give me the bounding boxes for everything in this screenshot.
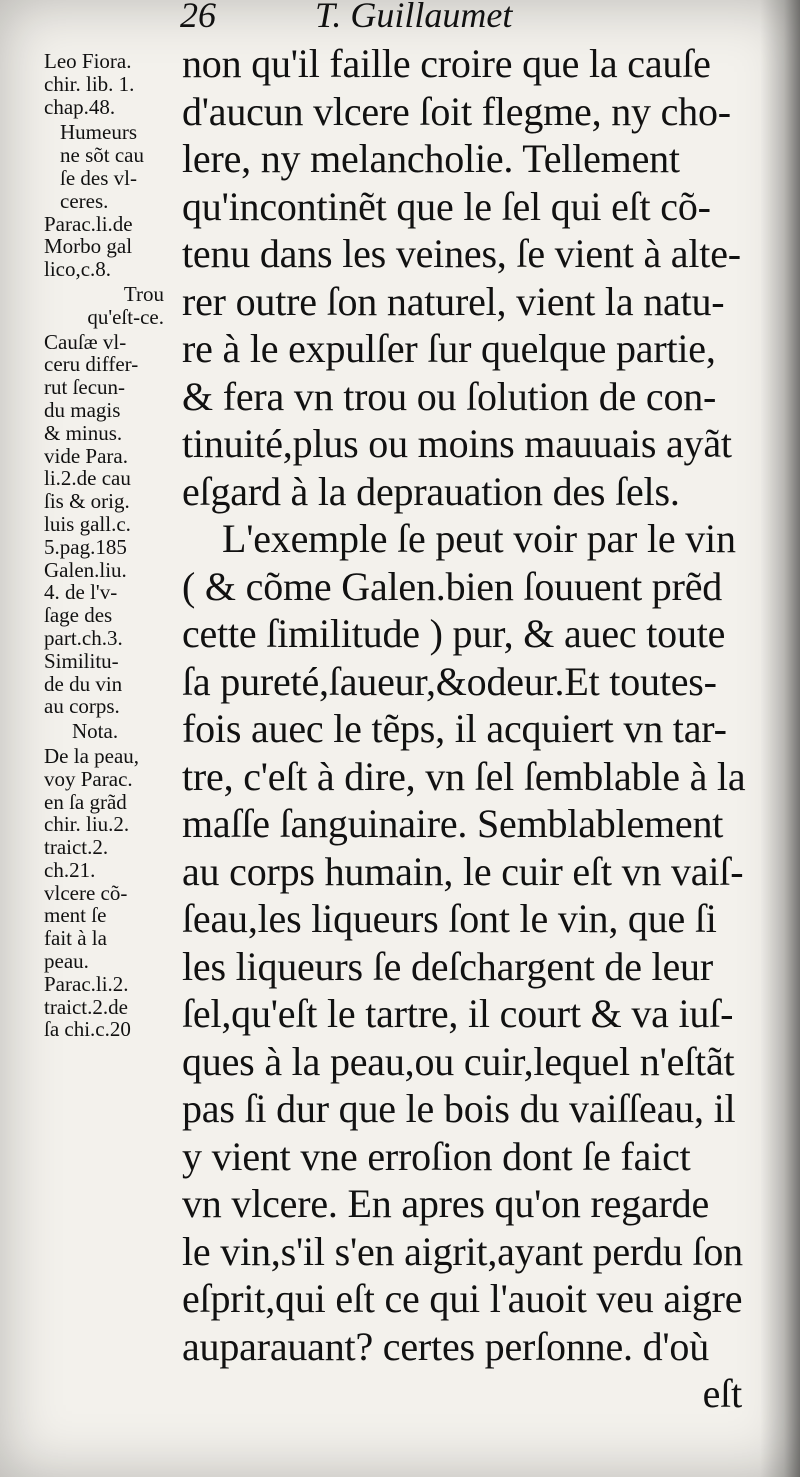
margin-note: Parac.li.de Morbo gal lico,c.8. bbox=[44, 211, 133, 282]
running-header bbox=[180, 0, 780, 34]
text-line: rer outre ſon naturel, vient la natu- bbox=[182, 278, 725, 324]
margin-note: Humeurs ne sõt cau ſe des vl- ceres. bbox=[60, 120, 144, 213]
margin-note: vide Para. li.2.de cau ſis & orig. luis gall.c. 5.pag.185 bbox=[44, 443, 131, 559]
text-line: fois auec le tẽps, il acquiert vn tar- bbox=[182, 706, 727, 751]
margin-note: Cauſæ vl- ceru differ- rut ſecun- du magis & minus. bbox=[44, 329, 139, 445]
margin-note: Leo Fiora. chir. lib. 1. chap.48. bbox=[44, 49, 135, 119]
text-line: d'aucun vlcere ſoit flegme, ny cho- bbox=[182, 88, 731, 134]
text-line: cette ſimilitude ) pur, & auec toute bbox=[182, 611, 726, 656]
margin-note: Parac.li.2. traict.2.de ſa chi.c.20 bbox=[44, 971, 131, 1042]
text-line: au corps humain, le cuir eſt vn vaiſ- bbox=[182, 848, 744, 894]
text-line: ſa pureté,ſaueur,&odeur.Et toutes- bbox=[182, 658, 717, 704]
running-title: T. Guillaumet bbox=[315, 0, 513, 35]
text-line: ( & cõme Galen.bien ſouuent prẽd bbox=[182, 563, 723, 609]
text-line: auparauant? certes perſonne. d'où bbox=[182, 1323, 710, 1369]
margin-note: Trou qu'eſt-ce. bbox=[87, 281, 164, 329]
text-line: ques à la peau,ou cuir,lequel n'eſtãt bbox=[182, 1038, 735, 1084]
text-line: tre, c'eſt à dire, vn ſel ſemblable à la bbox=[182, 753, 746, 799]
text-line: maſſe ſanguinaire. Semblablement bbox=[182, 801, 724, 846]
text-line: non qu'il faille croire que la cauſe bbox=[182, 41, 711, 86]
margin-note: Similitu- de du vin au corps. bbox=[44, 648, 123, 719]
text-line: lere, ny melancholie. Tellement bbox=[182, 136, 680, 181]
text-line: tinuité,plus ou moins mauuais ayãt bbox=[182, 421, 732, 466]
text-line: & fera vn trou ou ſolution de con- bbox=[182, 373, 717, 419]
page-number: 26 bbox=[180, 0, 216, 35]
text-line: qu'incontinẽt que le ſel qui eſt cõ- bbox=[182, 183, 711, 229]
text-line: vn vlcere. En apres qu'on regarde bbox=[182, 1181, 710, 1226]
margin-note: Nota. bbox=[72, 719, 119, 744]
text-line: ſeau,les liqueurs ſont le vin, que ſi bbox=[182, 896, 717, 941]
text-line: les liqueurs ſe deſchargent de leur bbox=[182, 943, 713, 989]
text-line: le vin,s'il s'en aigrit,ayant perdu ſon bbox=[182, 1228, 743, 1274]
paragraph-start-line: L'exemple ſe peut voir par le vin bbox=[222, 516, 736, 561]
text-line: eſgard à la deprauation des ſels. bbox=[182, 468, 680, 514]
text-line: tenu dans les veines, ſe vient à alte- bbox=[182, 231, 741, 276]
margin-note: De la peau, voy Parac. en ſa grãd chir. liu.2. traict.2. ch.21. bbox=[44, 743, 140, 882]
text-line: re à le expulſer ſur quelque partie, bbox=[182, 326, 716, 371]
margin-note: Galen.liu. 4. de l'v- ſage des part.ch.3. bbox=[44, 557, 127, 650]
margin-note: vlcere cõ- ment ſe fait à la peau. bbox=[44, 880, 128, 974]
text-line: y vient vne erroſion dont ſe faict bbox=[182, 1133, 691, 1179]
text-line: eſprit,qui eſt ce qui l'auoit veu aigre bbox=[182, 1276, 743, 1321]
margin-notes bbox=[44, 50, 184, 1041]
main-text bbox=[182, 40, 772, 1418]
text-line: pas ſi dur que le bois du vaiſſeau, il bbox=[182, 1086, 736, 1131]
text-line: ſel,qu'eſt le tartre, il court & va iuſ- bbox=[182, 991, 734, 1036]
catchword: eſt bbox=[702, 1371, 742, 1416]
